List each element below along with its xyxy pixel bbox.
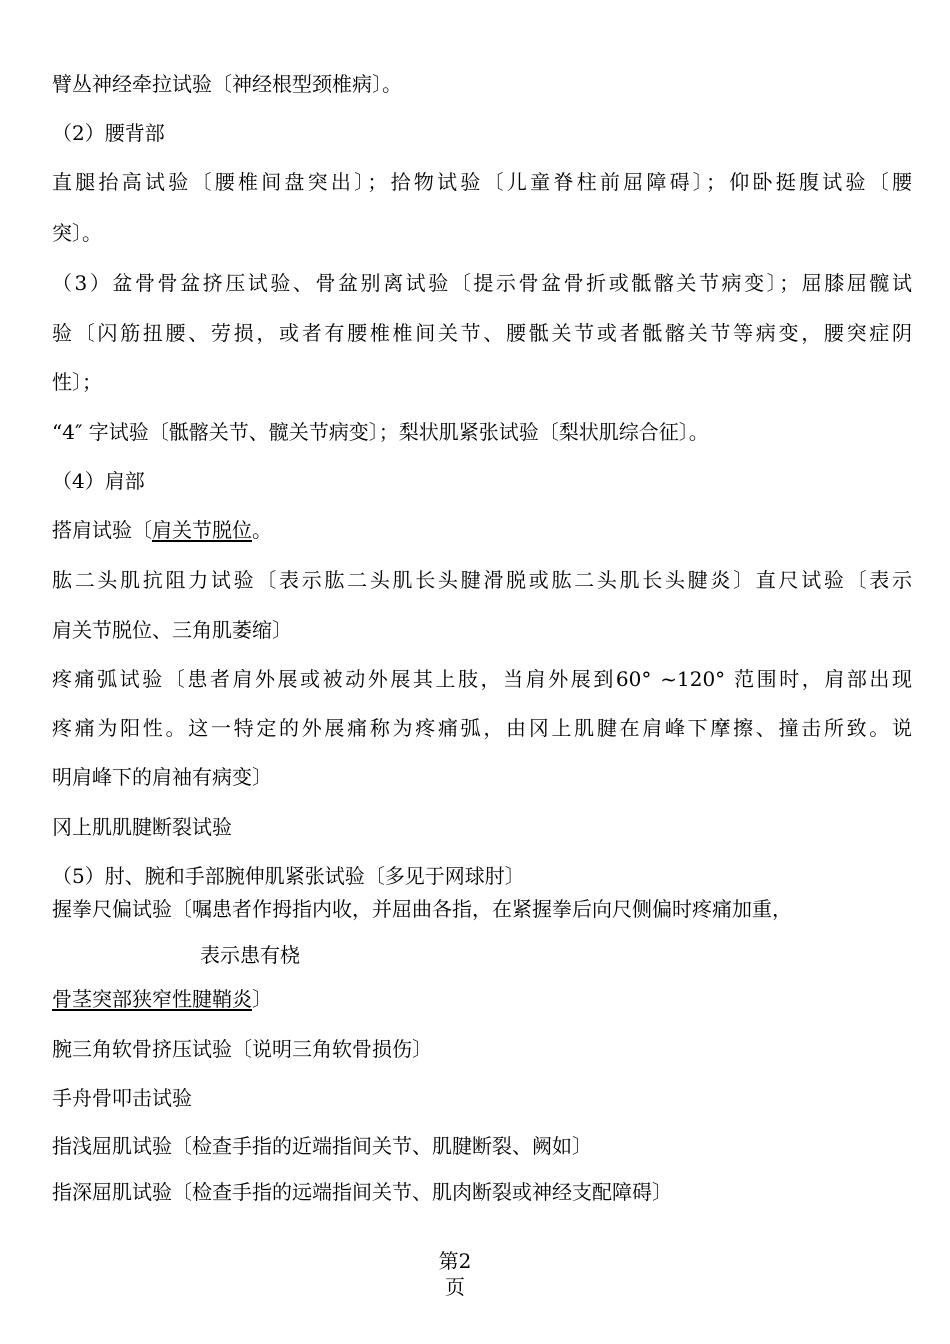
- text-line-14: 疼痛为阳性。这一特定的外展痛称为疼痛弧，由冈上肌腱在肩峰下摩擦、撞击所致。说: [52, 716, 912, 740]
- page-number-line1: 第2: [438, 1249, 472, 1273]
- underlined-term-shoulder-dislocation: 肩关节脱位: [152, 518, 252, 542]
- line-10-prefix: 搭肩试验〔: [52, 518, 152, 542]
- text-line-10: [52, 518, 912, 542]
- text-line-22: 手舟骨叩击试验: [52, 1086, 192, 1110]
- page-number-line2: 页: [445, 1275, 465, 1299]
- text-line-19: 表示患有桡: [200, 943, 300, 967]
- text-line-7: 性〕；: [52, 370, 102, 394]
- text-line-4: 突〕。: [52, 221, 102, 245]
- section-heading-elbow-wrist-hand: （5）肘、腕和手部腕伸肌紧张试验〔多见于网球肘〕: [52, 864, 525, 888]
- text-line-6: 验〔闪筋扭腰、劳损，或者有腰椎椎间关节、腰骶关节或者骶髂关节等病变，腰突症阴: [52, 321, 912, 345]
- section-heading-pelvis: （3）盆骨骨盆挤压试验、骨盆别离试验〔提示骨盆骨折或骶髂关节病变〕；屈膝屈髋试: [52, 271, 912, 295]
- section-heading-shoulder: （4）肩部: [52, 469, 145, 493]
- line-10-suffix: 。: [252, 518, 272, 542]
- text-line-13: 疼痛弧试验〔患者肩外展或被动外展其上肢，当肩外展到60° ~120° 范围时，肩部出现: [52, 667, 912, 691]
- text-line-1: 臂丛神经牵拉试验〔神经根型颈椎病〕。: [52, 72, 402, 96]
- text-line-16: 冈上肌肌腱断裂试验: [52, 815, 232, 839]
- text-line-21: 腕三角软骨挤压试验〔说明三角软骨损伤〕: [52, 1037, 432, 1061]
- text-line-8: “4″ 字试验〔骶髂关节、髋关节病变〕；梨状肌紧张试验〔梨状肌综合征〕。: [52, 420, 709, 444]
- text-line-11: 肱二头肌抗阻力试验〔表示肱二头肌长头腱滑脱或肱二头肌长头腱炎〕直尺试验〔表示: [52, 568, 912, 592]
- text-line-12: 肩关节脱位、三角肌萎缩〕: [52, 618, 292, 642]
- page-number: [425, 1248, 485, 1300]
- text-line-18: 握拳尺偏试验〔嘱患者作拇指内收，并屈曲各指，在紧握拳后向尺侧偏时疼痛加重，: [52, 897, 792, 921]
- underlined-term-tenosynovitis: 骨茎突部狭窄性腱鞘炎: [52, 987, 252, 1011]
- text-line-23: 指浅屈肌试验〔检查手指的近端指间关节、肌腱断裂、阙如〕: [52, 1134, 592, 1158]
- text-line-3: 直腿抬高试验〔腰椎间盘突出〕；拾物试验〔儿童脊柱前屈障碍〕；仰卧挺腹试验〔腰: [52, 170, 912, 194]
- text-line-24: 指深屈肌试验〔检查手指的远端指间关节、肌肉断裂或神经支配障碍〕: [52, 1180, 672, 1204]
- line-20-suffix: 〕: [252, 987, 272, 1011]
- text-line-15: 明肩峰下的肩袖有病变〕: [52, 765, 272, 789]
- text-line-20: [52, 987, 912, 1011]
- section-heading-lumbar: （2）腰背部: [52, 121, 165, 145]
